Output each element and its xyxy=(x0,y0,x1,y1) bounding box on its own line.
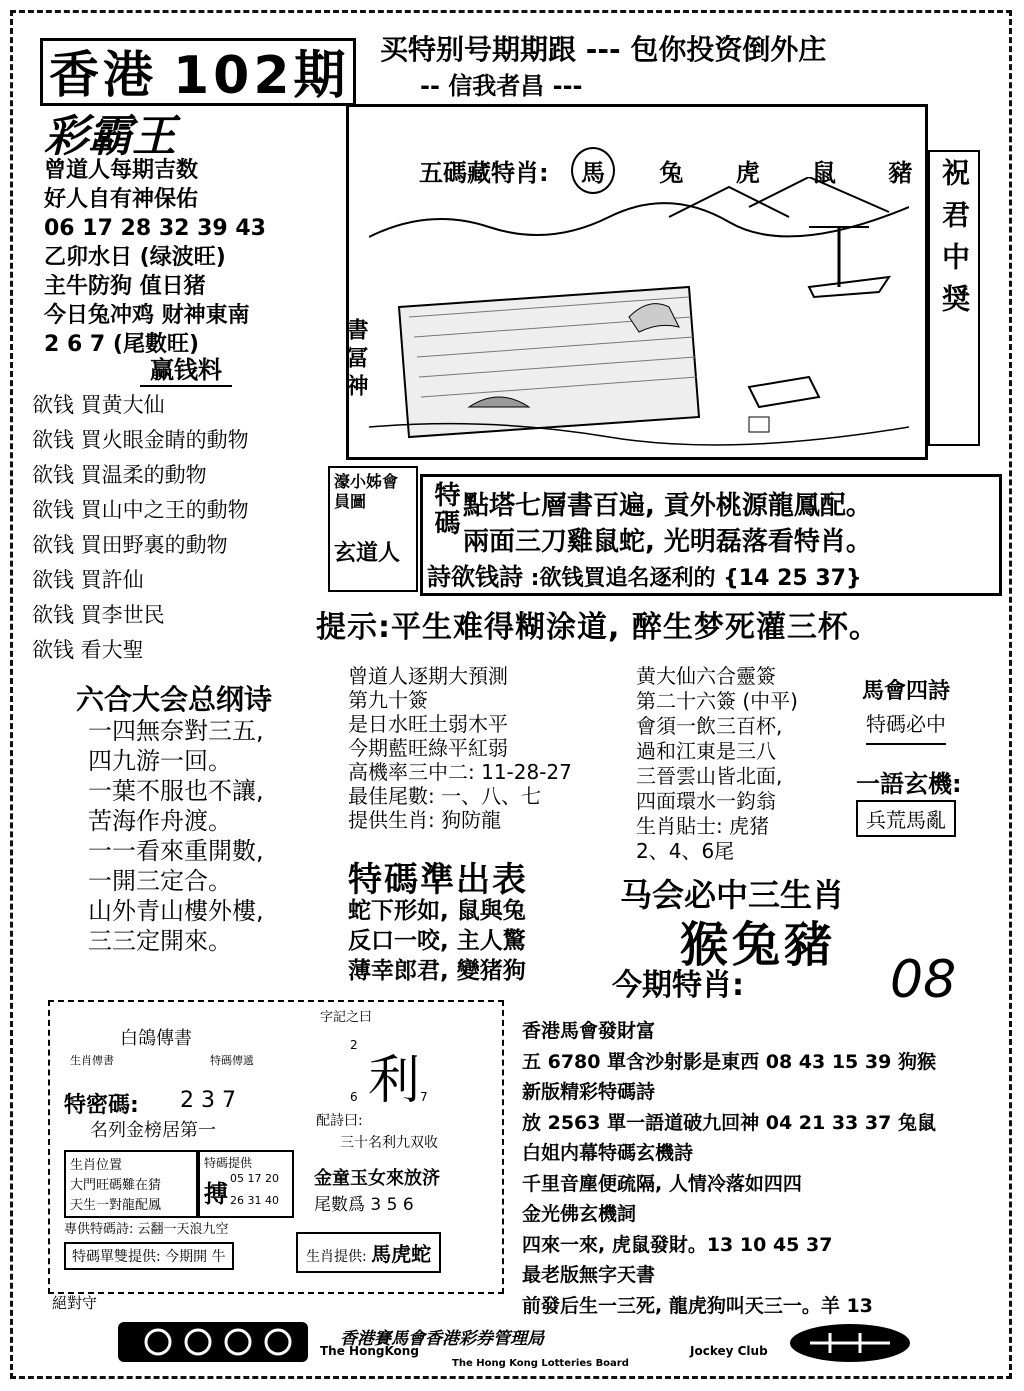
badge-box xyxy=(328,466,418,592)
info-line: 今日兔冲鸡 财神東南 xyxy=(44,303,250,328)
shengxiao-b: 天生一對龍配鳳 xyxy=(70,1198,162,1213)
landscape-drawing xyxy=(369,177,909,447)
tema-label: 特碼提供 xyxy=(204,1156,253,1170)
poem-lines xyxy=(88,716,264,956)
huang-line: 會須一飲三百杯, xyxy=(636,714,783,738)
table-title: 特碼準出表 xyxy=(348,860,528,900)
poem-label: 詩欲钱詩 xyxy=(427,563,523,591)
sx-value: 馬虎蛇 xyxy=(371,1242,432,1266)
side-small-1: 生肖傳書 xyxy=(70,1054,114,1067)
right-line: 前發后生一三死, 龍虎狗叫天三一。羊 13 xyxy=(522,1294,873,1317)
special-poem-1: 點塔七層書百遍, 貢外桃源龍鳳配。 xyxy=(463,491,872,521)
poem-line: 一一看來重開數, xyxy=(88,837,264,865)
poem-line: 一開三定合。 xyxy=(88,867,232,895)
must-win-animals: 猴兔豬 xyxy=(680,917,837,973)
footer-en2: Jockey Club xyxy=(690,1344,768,1358)
huang-line: 四面環水一鈞翁 xyxy=(636,789,776,813)
animal-4: 鼠 xyxy=(812,159,837,187)
provide-label: 特碼單雙提供: xyxy=(72,1249,161,1265)
predict-line: 今期藍旺綠平紅弱 xyxy=(348,736,508,760)
pei-text: 三十名利九双收 xyxy=(340,1135,438,1151)
side-title-1: 馬會四詩 xyxy=(862,679,951,704)
info-line: 乙卯水日 (绿波旺) xyxy=(44,245,226,270)
huang-line: 2、4、6尾 xyxy=(636,839,735,863)
pei-label: 配詩曰: xyxy=(316,1113,363,1129)
picture-frame xyxy=(346,104,928,460)
poem-line: 一葉不服也不讓, xyxy=(88,777,264,805)
poem-line: 三三定開來。 xyxy=(88,927,232,955)
zi-n1: 6 xyxy=(350,1090,358,1104)
right-line: 白姐内幕特碼玄機詩 xyxy=(522,1142,694,1164)
provide-box xyxy=(64,1242,234,1270)
footer-cn: 香港賽馬會香港彩券管理局 xyxy=(340,1329,544,1349)
animal-2: 兔 xyxy=(659,159,684,187)
secret-code: 2 3 7 xyxy=(180,1088,236,1113)
wish-vertical: 祝君中奨 xyxy=(928,150,980,446)
want-item: 欲钱 買李世民 xyxy=(32,603,165,627)
table-line: 薄幸郎君, 變猪狗 xyxy=(348,958,526,984)
animal-5: 豬 xyxy=(888,159,913,187)
tema-box xyxy=(198,1150,294,1218)
special-poem-2: 兩面三刀雞鼠蛇, 光明磊落看特肖。 xyxy=(463,527,872,557)
right-line: 千里音塵便疏隔, 人情冷落如四四 xyxy=(522,1172,802,1195)
shengxiao-label: 生肖位置 xyxy=(70,1158,123,1173)
sx-label: 生肖提供: xyxy=(306,1249,367,1265)
want-list xyxy=(32,388,249,668)
want-item: 欲钱 買黄大仙 xyxy=(32,393,165,417)
poem-line: 四九游一回。 xyxy=(88,747,232,775)
animal-1: 馬 xyxy=(571,147,615,194)
zi-num-top: 2 xyxy=(350,1038,358,1052)
want-item: 欲钱 買山中之王的動物 xyxy=(32,498,249,522)
side-small-2: 特碼傳遞 xyxy=(210,1054,254,1067)
predict-line: 最佳尾數: 一、八、七 xyxy=(348,784,542,808)
today-label: 今期特肖: xyxy=(612,968,744,1003)
side-text-2: 兵荒馬亂 xyxy=(856,800,956,837)
badge-text: 濠小姊會員圖 xyxy=(334,472,399,511)
caption-label: 五碼藏特肖: xyxy=(419,159,549,187)
predict-block xyxy=(348,664,572,832)
right-line: 香港馬會發財富 xyxy=(522,1020,656,1042)
footer-logo-left xyxy=(118,1322,308,1362)
poem-line: 苦海作舟渡。 xyxy=(88,807,232,835)
huang-line: 生肖貼士: 虎猪 xyxy=(636,814,770,838)
left-info-block xyxy=(44,156,266,359)
info-line: 好人自有神保佑 xyxy=(44,187,199,212)
logo-text: 香港 xyxy=(49,46,157,104)
right-line: 新版精彩特碼詩 xyxy=(522,1081,656,1103)
hint-banner: 提示:平生难得糊涂道, 醉生梦死灌三杯。 xyxy=(316,610,880,645)
brand-vertical: 書冨神 xyxy=(343,318,368,402)
want-item: 欲钱 買温柔的動物 xyxy=(32,463,207,487)
special-poem-line: 專供特碼詩: 云翻一天浪九空 xyxy=(64,1222,229,1237)
footer-en3: The Hong Kong Lotteries Board xyxy=(452,1358,629,1369)
provide-value: 今期開 牛 xyxy=(165,1249,226,1265)
special-label: 特碼 xyxy=(430,481,460,537)
want-item: 欲钱 買許仙 xyxy=(32,568,144,592)
must-win-title: 马会必中三生肖 xyxy=(620,876,845,914)
shengxiao-a: 大門旺碼難在猜 xyxy=(70,1178,162,1193)
footer-en1: The HongKong xyxy=(320,1344,419,1358)
lottery-logo-icon xyxy=(790,1324,910,1362)
predict-line: 是日水旺土弱木平 xyxy=(348,712,508,736)
tail-line: 尾數爲 3 5 6 xyxy=(314,1195,414,1215)
poem-value: :欲钱買追名逐利的 {14 25 37} xyxy=(530,566,862,591)
poem-title: 六合大会总纲诗 xyxy=(76,683,273,716)
poem-line: 一四無奈對三五, xyxy=(88,717,264,745)
golden-line: 金童玉女來放济 xyxy=(314,1168,440,1189)
special-poem-3 xyxy=(427,557,862,592)
right-line: 四來一來, 虎鼠發財。13 10 45 37 xyxy=(522,1233,833,1256)
info-line: 2 6 7 (尾數旺) xyxy=(44,332,200,357)
side-title-2: 一語玄機: xyxy=(856,770,962,798)
huang-line: 黄大仙六合靈簽 xyxy=(636,664,776,688)
huang-line: 過和江東是三八 xyxy=(636,739,776,763)
bottom-right-block xyxy=(522,1016,936,1321)
header-slogan-1: 买特别号期期跟 --- 包你投资倒外庄 xyxy=(380,33,827,66)
today-number: 08 xyxy=(890,950,957,1010)
pigeon-box xyxy=(48,1000,504,1294)
right-line: 最老版無字天書 xyxy=(522,1264,656,1286)
huang-line: 三晉雲山皆北面, xyxy=(636,764,783,788)
win-subtitle: 赢钱料 xyxy=(140,350,232,387)
huang-line: 第二十六簽 (中平) xyxy=(636,689,798,713)
side-text-1: 特碼必中 xyxy=(866,708,946,745)
table-lines xyxy=(348,896,526,986)
bo-char: 搏 xyxy=(204,1180,228,1208)
tema-nums-1: 05 17 20 xyxy=(230,1172,279,1185)
special-code-box xyxy=(420,474,1002,596)
rank-text: 名列金榜居第一 xyxy=(90,1120,216,1141)
pigeon-title: 白鴿傳書 xyxy=(120,1028,192,1049)
info-line: 主牛防狗 值日猪 xyxy=(44,274,206,299)
predict-line: 曾道人逐期大預測 xyxy=(348,664,508,688)
jue-text: 絕對守 xyxy=(52,1294,98,1312)
predict-line: 高機率三中二: 11-28-27 xyxy=(348,760,572,784)
want-item: 欲钱 買火眼金睛的動物 xyxy=(32,428,249,452)
zi-title: 字記之曰 xyxy=(320,1010,373,1025)
zi-char: 利 xyxy=(368,1051,421,1111)
tema-nums-2: 26 31 40 xyxy=(230,1194,279,1207)
right-line: 放 2563 單一語道破九回神 04 21 33 37 兔鼠 xyxy=(522,1111,936,1134)
brand-title: 彩霸王 xyxy=(44,111,176,162)
right-line: 金光佛玄機詞 xyxy=(522,1203,637,1225)
issue-number: 102期 xyxy=(173,46,350,106)
badge-text-2: 玄道人 xyxy=(334,541,401,566)
table-line: 蛇下形如, 鼠與兔 xyxy=(348,898,526,924)
predict-line: 第九十簽 xyxy=(348,688,428,712)
want-item: 欲钱 買田野裏的動物 xyxy=(32,533,228,557)
table-line: 反口一咬, 主人驚 xyxy=(348,928,526,954)
huang-block xyxy=(636,664,798,864)
predict-line: 提供生肖: 狗防龍 xyxy=(348,808,502,832)
shengxiao-box xyxy=(64,1150,198,1218)
sx-box xyxy=(296,1232,441,1273)
animal-3: 虎 xyxy=(735,159,760,187)
info-line: 曾道人每期吉数 xyxy=(44,158,199,183)
jockey-logo-icon xyxy=(118,1322,308,1362)
right-line: 五 6780 單含沙射影是東西 08 43 15 39 狗猴 xyxy=(522,1050,936,1073)
issue-box xyxy=(40,38,356,106)
secret-code-label: 特密碼: xyxy=(64,1093,139,1118)
want-item: 欲钱 看大聖 xyxy=(32,638,144,662)
zi-n2: 7 xyxy=(420,1090,428,1104)
header-slogan-2: -- 信我者昌 --- xyxy=(420,72,583,100)
poem-line: 山外青山樓外樓, xyxy=(88,897,264,925)
info-line: 06 17 28 32 39 43 xyxy=(44,216,266,241)
